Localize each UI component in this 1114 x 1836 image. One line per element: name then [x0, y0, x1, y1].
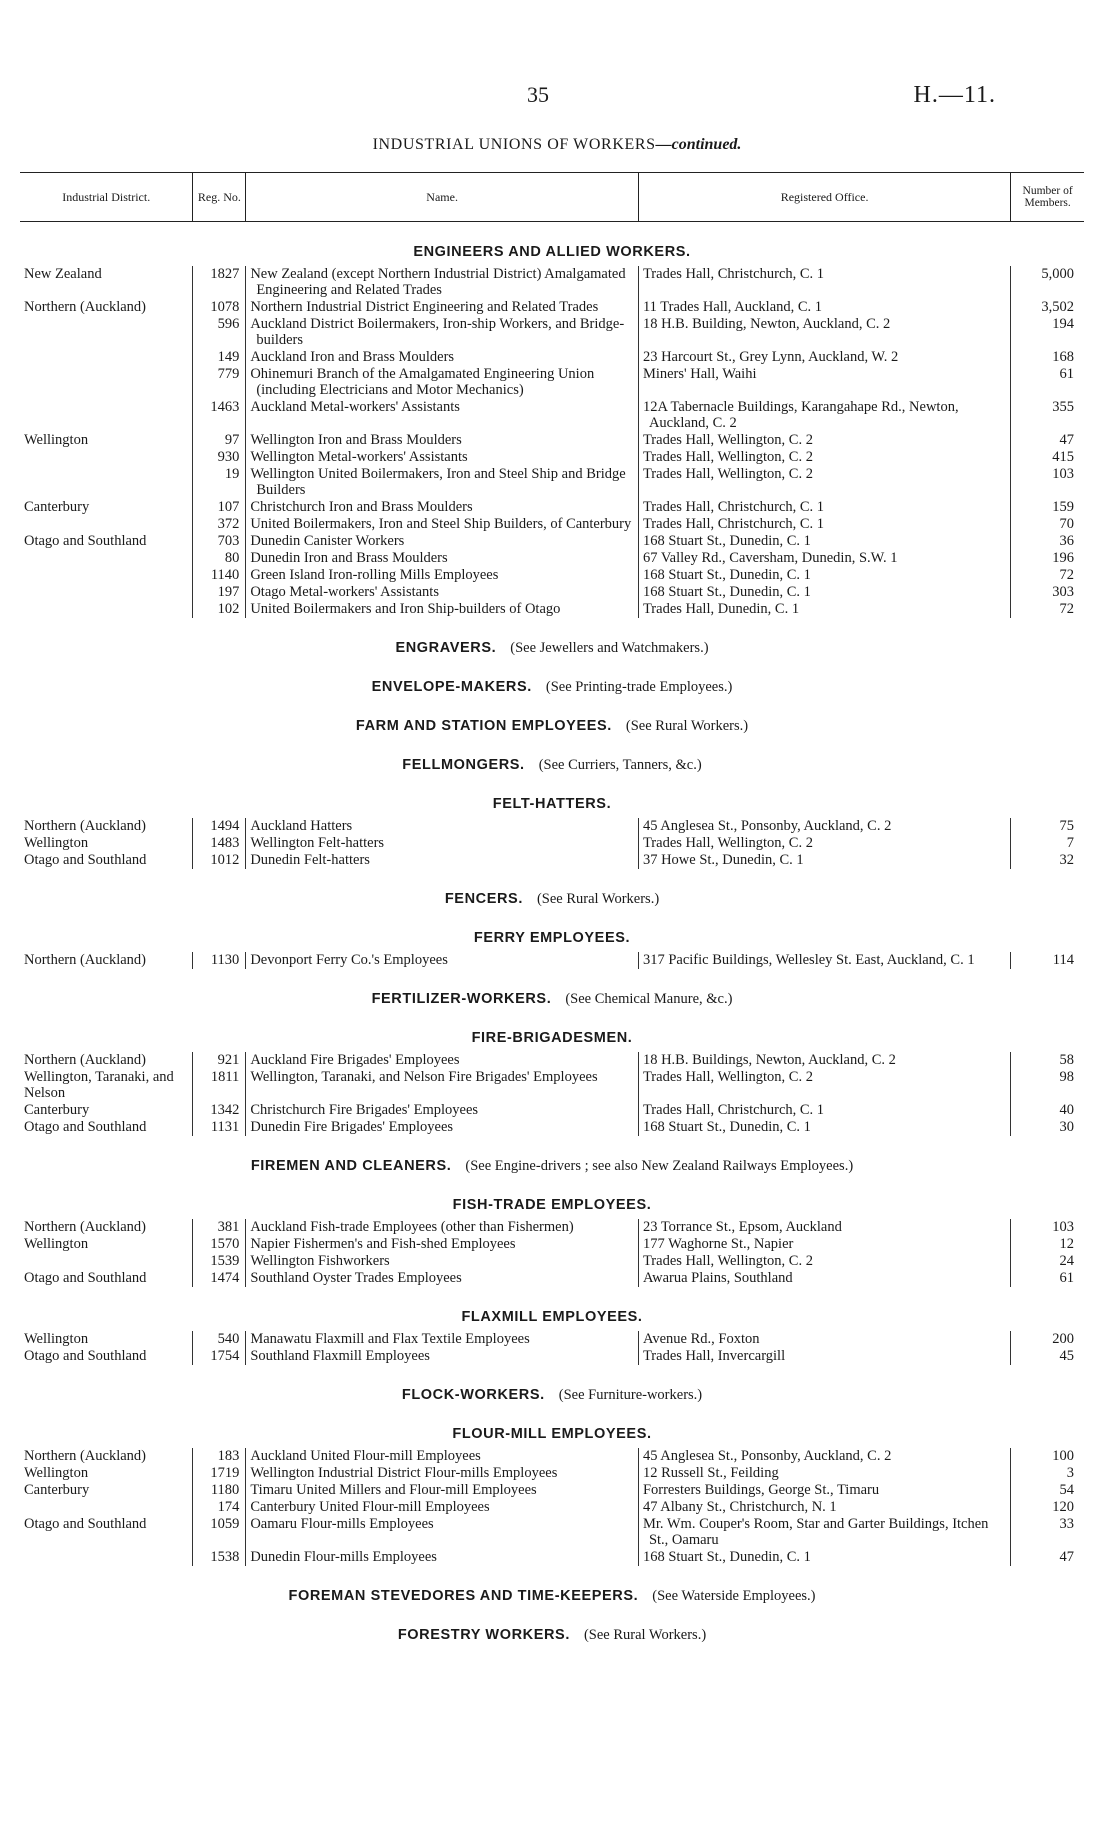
union-name-cell: Auckland United Flour-mill Employees — [246, 1448, 639, 1465]
table-row — [20, 366, 1084, 399]
table-row — [20, 1253, 1084, 1270]
reg-no-cell: 19 — [193, 466, 246, 499]
reg-no-cell: 930 — [193, 449, 246, 466]
union-name-cell: Auckland Hatters — [246, 818, 639, 835]
union-name-cell: Oamaru Flour-mills Employees — [246, 1516, 639, 1549]
union-name-cell: Northern Industrial District Engineering and Related Trades — [246, 299, 639, 316]
registered-office-cell: 168 Stuart St., Dunedin, C. 1 — [638, 567, 1010, 584]
title-continued: —continued. — [655, 136, 742, 153]
table-row — [20, 1516, 1084, 1549]
section-title: FISH-TRADE EMPLOYEES. — [452, 1197, 652, 1213]
table-row — [20, 1482, 1084, 1499]
section-table — [20, 266, 1084, 618]
header-industrial-district: Industrial District. — [20, 173, 193, 222]
table-row — [20, 432, 1084, 449]
header-reg-no: Reg. No. — [193, 173, 246, 222]
registered-office-cell: 67 Valley Rd., Caversham, Dunedin, S.W. 1 — [638, 550, 1010, 567]
section-heading — [20, 796, 1084, 812]
members-cell: 355 — [1011, 399, 1084, 432]
section-title: FORESTRY WORKERS. — [397, 1627, 570, 1643]
table-row — [20, 516, 1084, 533]
district-cell — [20, 399, 193, 432]
header-registered-office: Registered Office. — [638, 173, 1010, 222]
section-title: FOREMAN STEVEDORES AND TIME-KEEPERS. — [288, 1588, 639, 1604]
reg-no-cell: 1463 — [193, 399, 246, 432]
union-name-cell: Wellington Felt-hatters — [246, 835, 639, 852]
reg-no-cell: 149 — [193, 349, 246, 366]
members-cell: 7 — [1011, 835, 1084, 852]
registered-office-cell: Mr. Wm. Couper's Room, Star and Garter Buildings, Itchen St., Oamaru — [638, 1516, 1010, 1549]
reg-no-cell: 1140 — [193, 567, 246, 584]
members-cell: 159 — [1011, 499, 1084, 516]
section-see-reference: (See Curriers, Tanners, &c.) — [538, 757, 702, 773]
district-cell: Northern (Auckland) — [24, 1052, 146, 1068]
column-header-row — [20, 172, 1084, 222]
section-table — [20, 1052, 1084, 1136]
district-cell — [20, 567, 193, 584]
section-heading — [20, 930, 1084, 946]
reg-no-cell: 1180 — [193, 1482, 246, 1499]
district-cell — [20, 1549, 193, 1566]
registered-office-cell: Trades Hall, Wellington, C. 2 — [638, 466, 1010, 499]
registered-office-cell: 317 Pacific Buildings, Wellesley St. East, Auckland, C. 1 — [638, 952, 1010, 969]
registered-office-cell: 18 H.B. Building, Newton, Auckland, C. 2 — [638, 316, 1010, 349]
section-heading — [20, 640, 1084, 657]
section-title: FERTILIZER-WORKERS. — [371, 991, 552, 1007]
section-title: FENCERS. — [444, 891, 523, 907]
members-cell: 3,502 — [1011, 299, 1084, 316]
registered-office-cell: 168 Stuart St., Dunedin, C. 1 — [638, 1549, 1010, 1566]
members-cell: 196 — [1011, 550, 1084, 567]
reg-no-cell: 779 — [193, 366, 246, 399]
section-see-reference: (See Waterside Employees.) — [652, 1588, 816, 1604]
table-row — [20, 1219, 1084, 1236]
union-name-cell: Auckland District Boilermakers, Iron-ship Workers, and Bridge-builders — [246, 316, 639, 349]
table-row — [20, 1119, 1084, 1136]
table-row — [20, 835, 1084, 852]
members-cell: 70 — [1011, 516, 1084, 533]
district-cell: Wellington — [24, 432, 89, 448]
union-name-cell: New Zealand (except Northern Industrial District) Amalgamated Engineering and Related Trades — [246, 266, 639, 299]
section-title: ENVELOPE-MAKERS. — [371, 679, 532, 695]
members-cell: 114 — [1011, 952, 1084, 969]
members-cell: 120 — [1011, 1499, 1084, 1516]
section-title: FARM AND STATION EMPLOYEES. — [355, 718, 612, 734]
members-cell: 12 — [1011, 1236, 1084, 1253]
registered-office-cell: 18 H.B. Buildings, Newton, Auckland, C. 2 — [638, 1052, 1010, 1069]
union-name-cell: Auckland Iron and Brass Moulders — [246, 349, 639, 366]
registered-office-cell: 168 Stuart St., Dunedin, C. 1 — [638, 533, 1010, 550]
table-row — [20, 1069, 1084, 1102]
district-cell: Northern (Auckland) — [24, 299, 146, 315]
section-title: FERRY EMPLOYEES. — [473, 930, 631, 946]
members-cell: 47 — [1011, 1549, 1084, 1566]
union-name-cell: Wellington Metal-workers' Assistants — [246, 449, 639, 466]
union-name-cell: Devonport Ferry Co.'s Employees — [246, 952, 639, 969]
members-cell: 3 — [1011, 1465, 1084, 1482]
members-cell: 72 — [1011, 601, 1084, 618]
reg-no-cell: 1539 — [193, 1253, 246, 1270]
district-cell: Northern (Auckland) — [24, 818, 146, 834]
union-name-cell: Auckland Metal-workers' Assistants — [246, 399, 639, 432]
members-cell: 36 — [1011, 533, 1084, 550]
registered-office-cell: Trades Hall, Christchurch, C. 1 — [638, 1102, 1010, 1119]
union-name-cell: Auckland Fish-trade Employees (other than Fishermen) — [246, 1219, 639, 1236]
registered-office-cell: 23 Torrance St., Epsom, Auckland — [638, 1219, 1010, 1236]
section-heading — [20, 1387, 1084, 1404]
members-cell: 168 — [1011, 349, 1084, 366]
district-cell — [20, 601, 193, 618]
table-row — [20, 449, 1084, 466]
header-name: Name. — [246, 173, 639, 222]
members-cell: 100 — [1011, 1448, 1084, 1465]
section-heading — [20, 1588, 1084, 1605]
district-cell: New Zealand — [24, 266, 102, 282]
reg-no-cell: 183 — [193, 1448, 246, 1465]
union-name-cell: Wellington Iron and Brass Moulders — [246, 432, 639, 449]
section-heading — [20, 1030, 1084, 1046]
union-name-cell: Dunedin Iron and Brass Moulders — [246, 550, 639, 567]
table-row — [20, 533, 1084, 550]
members-cell: 103 — [1011, 1219, 1084, 1236]
registered-office-cell: Avenue Rd., Foxton — [638, 1331, 1010, 1348]
district-cell: Wellington, Taranaki, and Nelson — [24, 1069, 174, 1101]
table-row — [20, 466, 1084, 499]
section-title: FLOCK-WORKERS. — [401, 1387, 545, 1403]
table-row — [20, 1236, 1084, 1253]
reg-no-cell: 174 — [193, 1499, 246, 1516]
table-row — [20, 266, 1084, 299]
section-heading — [20, 679, 1084, 696]
registered-office-cell: Trades Hall, Wellington, C. 2 — [638, 432, 1010, 449]
registered-office-cell: Trades Hall, Wellington, C. 2 — [638, 835, 1010, 852]
union-name-cell: Manawatu Flaxmill and Flax Textile Employees — [246, 1331, 639, 1348]
registered-office-cell: Trades Hall, Invercargill — [638, 1348, 1010, 1365]
unions-table — [20, 172, 1084, 1650]
table-row — [20, 567, 1084, 584]
reg-no-cell: 1811 — [193, 1069, 246, 1102]
section-title: FLAXMILL EMPLOYEES. — [461, 1309, 643, 1325]
district-cell: Canterbury — [24, 1102, 90, 1118]
section-heading — [20, 1627, 1084, 1644]
district-cell: Otago and Southland — [24, 1516, 147, 1532]
reg-no-cell: 540 — [193, 1331, 246, 1348]
district-cell: Otago and Southland — [24, 533, 147, 549]
section-see-reference: (See Printing-trade Employees.) — [545, 679, 733, 695]
reg-no-cell: 596 — [193, 316, 246, 349]
table-row — [20, 499, 1084, 516]
section-see-reference: (See Jewellers and Watchmakers.) — [510, 640, 709, 656]
district-cell: Wellington — [24, 1236, 89, 1252]
district-cell — [20, 584, 193, 601]
district-cell: Wellington — [24, 1465, 89, 1481]
members-cell: 32 — [1011, 852, 1084, 869]
union-name-cell: Green Island Iron-rolling Mills Employees — [246, 567, 639, 584]
members-cell: 200 — [1011, 1331, 1084, 1348]
reg-no-cell: 372 — [193, 516, 246, 533]
page-code: H.—11. — [913, 82, 996, 108]
section-see-reference: (See Rural Workers.) — [625, 718, 749, 734]
section-see-reference: (See Furniture-workers.) — [558, 1387, 703, 1403]
members-cell: 45 — [1011, 1348, 1084, 1365]
district-cell — [20, 316, 193, 349]
section-heading — [20, 718, 1084, 735]
members-cell: 40 — [1011, 1102, 1084, 1119]
table-row — [20, 1499, 1084, 1516]
union-name-cell: Southland Oyster Trades Employees — [246, 1270, 639, 1287]
table-row — [20, 952, 1084, 969]
section-heading — [20, 891, 1084, 908]
union-name-cell: Christchurch Iron and Brass Moulders — [246, 499, 639, 516]
reg-no-cell: 80 — [193, 550, 246, 567]
reg-no-cell: 703 — [193, 533, 246, 550]
district-cell — [20, 516, 193, 533]
table-row — [20, 818, 1084, 835]
reg-no-cell: 381 — [193, 1219, 246, 1236]
district-cell — [20, 466, 193, 499]
table-row — [20, 550, 1084, 567]
union-name-cell: Dunedin Fire Brigades' Employees — [246, 1119, 639, 1136]
reg-no-cell: 1474 — [193, 1270, 246, 1287]
union-name-cell: Timaru United Millers and Flour-mill Employees — [246, 1482, 639, 1499]
section-heading — [20, 1158, 1084, 1175]
members-cell: 303 — [1011, 584, 1084, 601]
registered-office-cell: Awarua Plains, Southland — [638, 1270, 1010, 1287]
district-cell — [20, 366, 193, 399]
table-row — [20, 349, 1084, 366]
registered-office-cell: 45 Anglesea St., Ponsonby, Auckland, C. 2 — [638, 1448, 1010, 1465]
reg-no-cell: 1719 — [193, 1465, 246, 1482]
union-name-cell: Wellington United Boilermakers, Iron and Steel Ship and Bridge Builders — [246, 466, 639, 499]
members-cell: 415 — [1011, 449, 1084, 466]
table-row — [20, 1465, 1084, 1482]
reg-no-cell: 107 — [193, 499, 246, 516]
section-table — [20, 1219, 1084, 1287]
district-cell: Otago and Southland — [24, 1348, 147, 1364]
registered-office-cell: Trades Hall, Wellington, C. 2 — [638, 1253, 1010, 1270]
registered-office-cell: 47 Albany St., Christchurch, N. 1 — [638, 1499, 1010, 1516]
section-see-reference: (See Rural Workers.) — [536, 891, 660, 907]
union-name-cell: Dunedin Felt-hatters — [246, 852, 639, 869]
section-title: FIRE-BRIGADESMEN. — [471, 1030, 633, 1046]
members-cell: 58 — [1011, 1052, 1084, 1069]
header-number-of-members: Number of Members. — [1011, 173, 1084, 222]
members-cell: 30 — [1011, 1119, 1084, 1136]
members-cell: 72 — [1011, 567, 1084, 584]
section-heading — [20, 991, 1084, 1008]
union-name-cell: United Boilermakers, Iron and Steel Ship Builders, of Canterbury — [246, 516, 639, 533]
reg-no-cell: 197 — [193, 584, 246, 601]
section-table — [20, 818, 1084, 869]
reg-no-cell: 1059 — [193, 1516, 246, 1549]
table-row — [20, 1331, 1084, 1348]
table-row — [20, 1102, 1084, 1119]
district-cell: Canterbury — [24, 499, 90, 515]
registered-office-cell: 45 Anglesea St., Ponsonby, Auckland, C. 2 — [638, 818, 1010, 835]
section-heading — [20, 1309, 1084, 1325]
union-name-cell: Wellington, Taranaki, and Nelson Fire Brigades' Employees — [246, 1069, 639, 1102]
members-cell: 47 — [1011, 432, 1084, 449]
section-title: FIREMEN AND CLEANERS. — [250, 1158, 452, 1174]
table-row — [20, 1270, 1084, 1287]
union-name-cell: Wellington Industrial District Flour-mills Employees — [246, 1465, 639, 1482]
registered-office-cell: 168 Stuart St., Dunedin, C. 1 — [638, 1119, 1010, 1136]
registered-office-cell: 168 Stuart St., Dunedin, C. 1 — [638, 584, 1010, 601]
section-heading — [20, 1426, 1084, 1442]
district-cell: Northern (Auckland) — [24, 1448, 146, 1464]
table-row — [20, 399, 1084, 432]
district-cell — [20, 349, 193, 366]
reg-no-cell: 1827 — [193, 266, 246, 299]
table-row — [20, 1348, 1084, 1365]
section-title: FELLMONGERS. — [402, 757, 525, 773]
members-cell: 103 — [1011, 466, 1084, 499]
page-number: 35 — [527, 82, 549, 107]
registered-office-cell: Forresters Buildings, George St., Timaru — [638, 1482, 1010, 1499]
members-cell: 75 — [1011, 818, 1084, 835]
registered-office-cell: Trades Hall, Christchurch, C. 1 — [638, 499, 1010, 516]
reg-no-cell: 1570 — [193, 1236, 246, 1253]
district-cell: Otago and Southland — [24, 1119, 147, 1135]
table-row — [20, 316, 1084, 349]
members-cell: 54 — [1011, 1482, 1084, 1499]
union-name-cell: Ohinemuri Branch of the Amalgamated Engineering Union (including Electricians and Motor Mechanics) — [246, 366, 639, 399]
members-cell: 61 — [1011, 366, 1084, 399]
table-row — [20, 1549, 1084, 1566]
members-cell: 61 — [1011, 1270, 1084, 1287]
table-row — [20, 852, 1084, 869]
reg-no-cell: 1494 — [193, 818, 246, 835]
union-name-cell: United Boilermakers and Iron Ship-builders of Otago — [246, 601, 639, 618]
district-cell: Wellington — [24, 1331, 89, 1347]
registered-office-cell: 177 Waghorne St., Napier — [638, 1236, 1010, 1253]
registered-office-cell: Trades Hall, Dunedin, C. 1 — [638, 601, 1010, 618]
section-title: ENGRAVERS. — [395, 640, 497, 656]
union-name-cell: Napier Fishermen's and Fish-shed Employees — [246, 1236, 639, 1253]
section-title: ENGINEERS AND ALLIED WORKERS. — [413, 244, 691, 260]
section-see-reference: (See Rural Workers.) — [583, 1627, 707, 1643]
section-title: FLOUR-MILL EMPLOYEES. — [452, 1426, 652, 1442]
section-table — [20, 952, 1084, 969]
reg-no-cell: 1754 — [193, 1348, 246, 1365]
section-heading — [20, 244, 1084, 260]
district-cell: Wellington — [24, 835, 89, 851]
table-row — [20, 584, 1084, 601]
registered-office-cell: 12 Russell St., Feilding — [638, 1465, 1010, 1482]
district-cell: Otago and Southland — [24, 852, 147, 868]
reg-no-cell: 102 — [193, 601, 246, 618]
district-cell: Otago and Southland — [24, 1270, 147, 1286]
union-name-cell: Auckland Fire Brigades' Employees — [246, 1052, 639, 1069]
union-name-cell: Wellington Fishworkers — [246, 1253, 639, 1270]
union-name-cell: Christchurch Fire Brigades' Employees — [246, 1102, 639, 1119]
reg-no-cell: 1342 — [193, 1102, 246, 1119]
registered-office-cell: 11 Trades Hall, Auckland, C. 1 — [638, 299, 1010, 316]
union-name-cell: Dunedin Canister Workers — [246, 533, 639, 550]
reg-no-cell: 97 — [193, 432, 246, 449]
registered-office-cell: 37 Howe St., Dunedin, C. 1 — [638, 852, 1010, 869]
table-row — [20, 1052, 1084, 1069]
union-name-cell: Canterbury United Flour-mill Employees — [246, 1499, 639, 1516]
reg-no-cell: 1078 — [193, 299, 246, 316]
section-see-reference: (See Chemical Manure, &c.) — [565, 991, 733, 1007]
reg-no-cell: 1538 — [193, 1549, 246, 1566]
title-main: INDUSTRIAL UNIONS OF WORKERS — [372, 136, 656, 153]
reg-no-cell: 1483 — [193, 835, 246, 852]
members-cell: 194 — [1011, 316, 1084, 349]
members-cell: 5,000 — [1011, 266, 1084, 299]
district-cell — [20, 550, 193, 567]
members-cell: 98 — [1011, 1069, 1084, 1102]
registered-office-cell: Trades Hall, Christchurch, C. 1 — [638, 516, 1010, 533]
members-cell: 33 — [1011, 1516, 1084, 1549]
registered-office-cell: Trades Hall, Wellington, C. 2 — [638, 1069, 1010, 1102]
section-heading — [20, 1197, 1084, 1213]
district-cell: Northern (Auckland) — [24, 1219, 146, 1235]
registered-office-cell: 23 Harcourt St., Grey Lynn, Auckland, W. 2 — [638, 349, 1010, 366]
district-cell: Northern (Auckland) — [24, 952, 146, 968]
union-name-cell: Otago Metal-workers' Assistants — [246, 584, 639, 601]
reg-no-cell: 1012 — [193, 852, 246, 869]
table-row — [20, 601, 1084, 618]
table-row — [20, 299, 1084, 316]
reg-no-cell: 921 — [193, 1052, 246, 1069]
section-table — [20, 1448, 1084, 1566]
district-cell — [20, 449, 193, 466]
registered-office-cell: Trades Hall, Christchurch, C. 1 — [638, 266, 1010, 299]
district-cell — [20, 1253, 193, 1270]
sections-container — [20, 244, 1084, 1644]
section-see-reference: (See Engine-drivers ; see also New Zealand Railways Employees.) — [465, 1158, 854, 1174]
union-name-cell: Southland Flaxmill Employees — [246, 1348, 639, 1365]
district-cell — [20, 1499, 193, 1516]
members-cell: 24 — [1011, 1253, 1084, 1270]
union-name-cell: Dunedin Flour-mills Employees — [246, 1549, 639, 1566]
reg-no-cell: 1130 — [193, 952, 246, 969]
reg-no-cell: 1131 — [193, 1119, 246, 1136]
registered-office-cell: 12A Tabernacle Buildings, Karangahape Rd., Newton, Auckland, C. 2 — [638, 399, 1010, 432]
page-title — [0, 136, 1114, 154]
district-cell: Canterbury — [24, 1482, 90, 1498]
section-heading — [20, 757, 1084, 774]
table-row — [20, 1448, 1084, 1465]
registered-office-cell: Trades Hall, Wellington, C. 2 — [638, 449, 1010, 466]
section-table — [20, 1331, 1084, 1365]
registered-office-cell: Miners' Hall, Waihi — [638, 366, 1010, 399]
section-title: FELT-HATTERS. — [492, 796, 612, 812]
